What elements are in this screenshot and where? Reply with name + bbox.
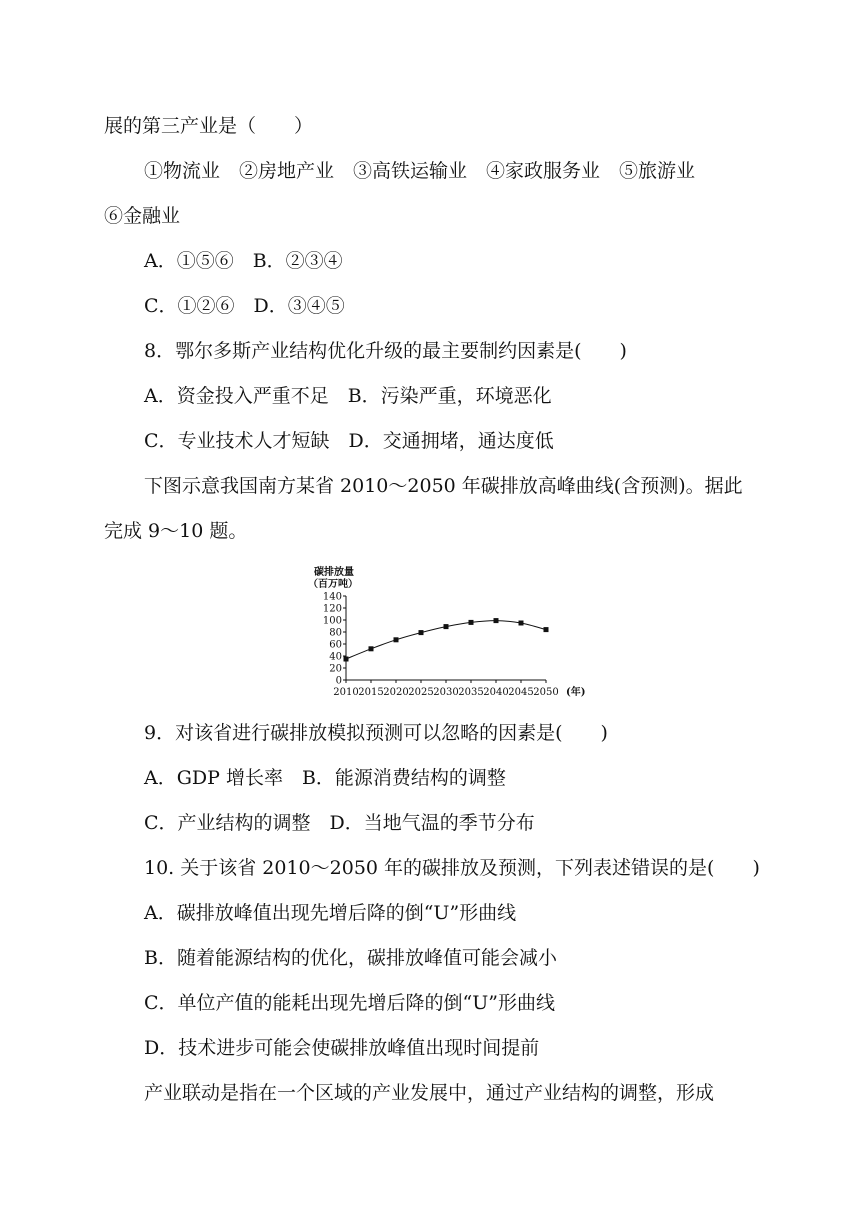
y-tick-label: 20	[329, 663, 342, 675]
x-tick-label: 2040	[483, 687, 509, 698]
x-tick-label: 2050	[533, 687, 559, 698]
text-line-next-passage: 产业联动是指在一个区域的产业发展中，通过产业结构的调整，形成	[144, 1082, 715, 1104]
text-line-q7-items-cont: ⑥金融业	[104, 205, 181, 227]
chart-ylabel: 碳排放量	[314, 567, 354, 578]
text-line-intro-cont: 完成 9～10 题。	[104, 520, 248, 542]
text-line-q8-stem: 8．鄂尔多斯产业结构优化升级的最主要制约因素是( )	[144, 340, 627, 362]
text-line-q10-option-b: B．随着能源结构的优化，碳排放峰值可能会减小	[144, 947, 557, 969]
text-line-q9-option-cd: C．产业结构的调整 D．当地气温的季节分布	[144, 812, 535, 834]
y-tick-label: 0	[335, 675, 342, 687]
text-line-q7-option-ab: A．①⑤⑥ B．②③④	[144, 250, 343, 272]
text-line-q7-stem: 展的第三产业是（ ）	[104, 115, 314, 137]
text-line-q8-option-ab: A．资金投入严重不足 B．污染严重，环境恶化	[144, 385, 552, 407]
carbon-emission-chart	[300, 562, 600, 702]
text-line-q7-option-cd: C．①②⑥ D．③④⑤	[144, 295, 345, 317]
chart-yunit: （百万吨）	[308, 579, 358, 590]
x-tick-label: 2025	[408, 687, 434, 698]
x-tick-label: 2035	[458, 687, 484, 698]
text-line-q10-option-a: A．碳排放峰值出现先增后降的倒“U”形曲线	[144, 902, 517, 924]
data-point-marker	[344, 657, 349, 662]
x-tick-label: 2015	[358, 687, 384, 698]
data-point-marker	[394, 637, 399, 642]
y-tick-label: 80	[329, 627, 342, 639]
x-tick-label: 2030	[433, 687, 459, 698]
text-line-q10-stem: 10. 关于该省 2010～2050 年的碳排放及预测，下列表述错误的是( )	[144, 857, 760, 879]
text-line-q8-option-cd: C．专业技术人才短缺 D．交通拥堵，通达度低	[144, 430, 554, 452]
text-line-q10-option-d: D．技术进步可能会使碳排放峰值出现时间提前	[144, 1037, 540, 1059]
data-point-marker	[494, 618, 499, 623]
text-line-intro: 下图示意我国南方某省 2010～2050 年碳排放高峰曲线(含预测)。据此	[144, 475, 743, 497]
chart-axes	[346, 596, 546, 680]
text-line-q9-option-ab: A．GDP 增长率 B．能源消费结构的调整	[144, 767, 506, 789]
y-tick-label: 140	[322, 591, 342, 603]
data-point-marker	[544, 627, 549, 632]
chart-y-ticks	[323, 592, 346, 687]
x-tick-label: 2010	[333, 687, 359, 698]
data-point-marker	[419, 630, 424, 635]
data-point-marker	[469, 620, 474, 625]
y-tick-label: 60	[329, 639, 342, 651]
text-line-q7-items: ①物流业 ②房地产业 ③高铁运输业 ④家政服务业 ⑤旅游业	[144, 160, 696, 182]
x-tick-label: 2020	[383, 687, 409, 698]
y-tick-label: 120	[322, 603, 342, 615]
chart-data-points	[344, 618, 549, 661]
data-point-marker	[519, 621, 524, 626]
x-tick-label: 2045	[508, 687, 534, 698]
chart-xunit: (年)	[566, 687, 586, 698]
data-point-marker	[369, 646, 374, 651]
y-tick-label: 100	[322, 615, 342, 627]
y-tick-label: 40	[329, 651, 342, 663]
data-point-marker	[444, 624, 449, 629]
chart-x-ticks	[333, 680, 558, 698]
text-line-q9-stem: 9．对该省进行碳排放模拟预测可以忽略的因素是( )	[144, 722, 608, 744]
text-line-q10-option-c: C．单位产值的能耗出现先增后降的倒“U”形曲线	[144, 992, 555, 1014]
